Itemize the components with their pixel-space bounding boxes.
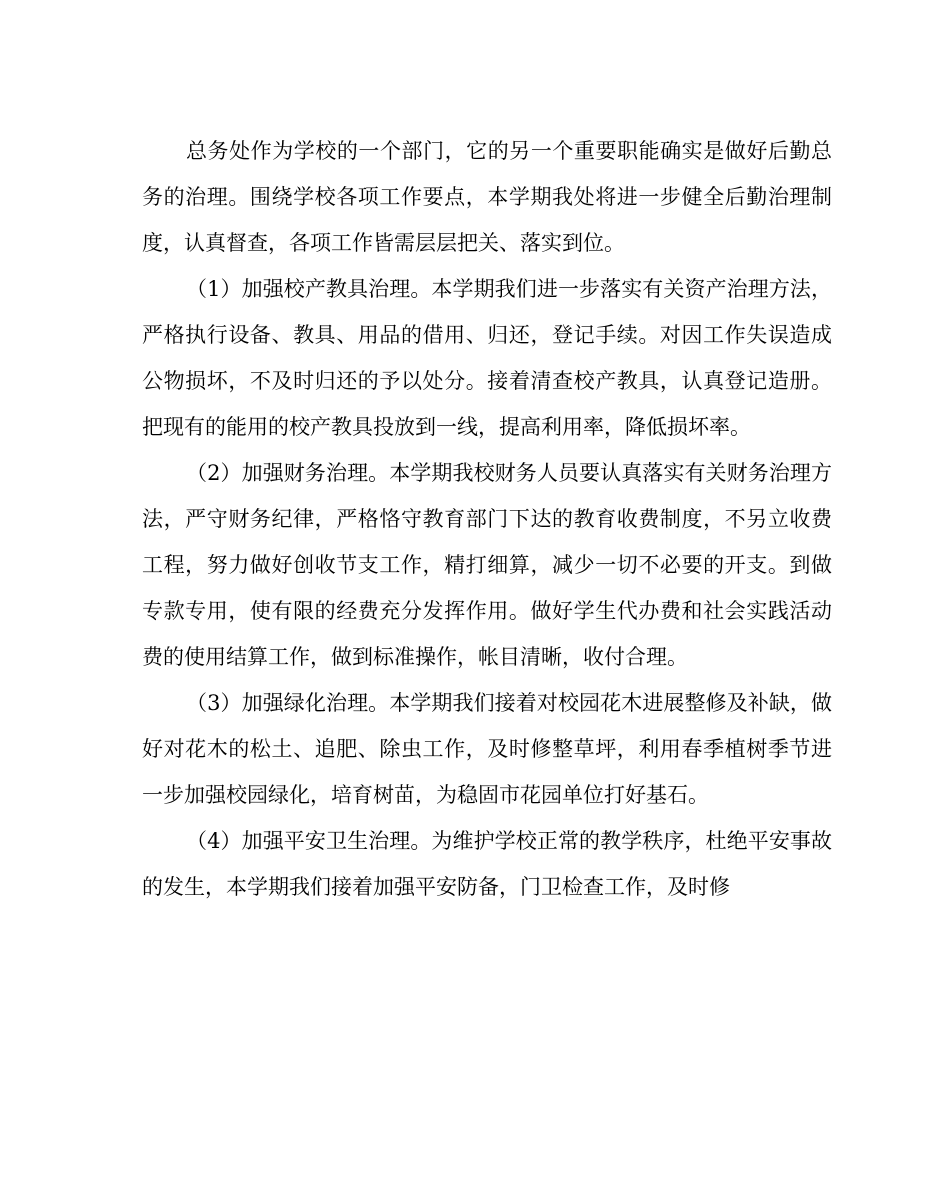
paragraph-intro: 总务处作为学校的一个部门，它的另一个重要职能确实是做好后勤总务的治理。围绕学校各项工作要点，本学期我处将进一步健全后勤治理制度，认真督查，各项工作皆需层层把关、落实到位。 bbox=[142, 139, 832, 255]
paragraph-greening-management: （3）加强绿化治理。本学期我们接着对校园花木进展整修及补缺，做好对花木的松土、追肥、除虫工作，及时修整草坪，利用春季植树季节进一步加强校园绿化，培育树苗，为稳固市花园单位打好基石。 bbox=[142, 691, 832, 807]
paragraph-finance-management: （2）加强财务治理。本学期我校财务人员要认真落实有关财务治理方法，严守财务纪律，严格恪守教育部门下达的教育收费制度，不另立收费工程，努力做好创收节支工作，精打细算，减少一切不必要的开支。到做专款专用，使有限的经费充分发挥作用。做好学生代办费和社会实践活动费的使用结算工作，做到标准操作，帐目清晰，收付合理。 bbox=[142, 461, 832, 669]
paragraph-asset-management: （1）加强校产教具治理。本学期我们进一步落实有关资产治理方法，严格执行设备、教具、用品的借用、归还，登记手续。对因工作失误造成公物损坏，不及时归还的予以处分。接着清查校产教具，认真登记造册。把现有的能用的校产教具投放到一线，提高利用率，降低损坏率。 bbox=[142, 277, 832, 439]
paragraph-safety-management: （4）加强平安卫生治理。为维护学校正常的教学秩序，杜绝平安事故的发生，本学期我们接着加强平安防备，门卫检查工作，及时修 bbox=[142, 829, 832, 899]
document-body bbox=[142, 128, 832, 910]
